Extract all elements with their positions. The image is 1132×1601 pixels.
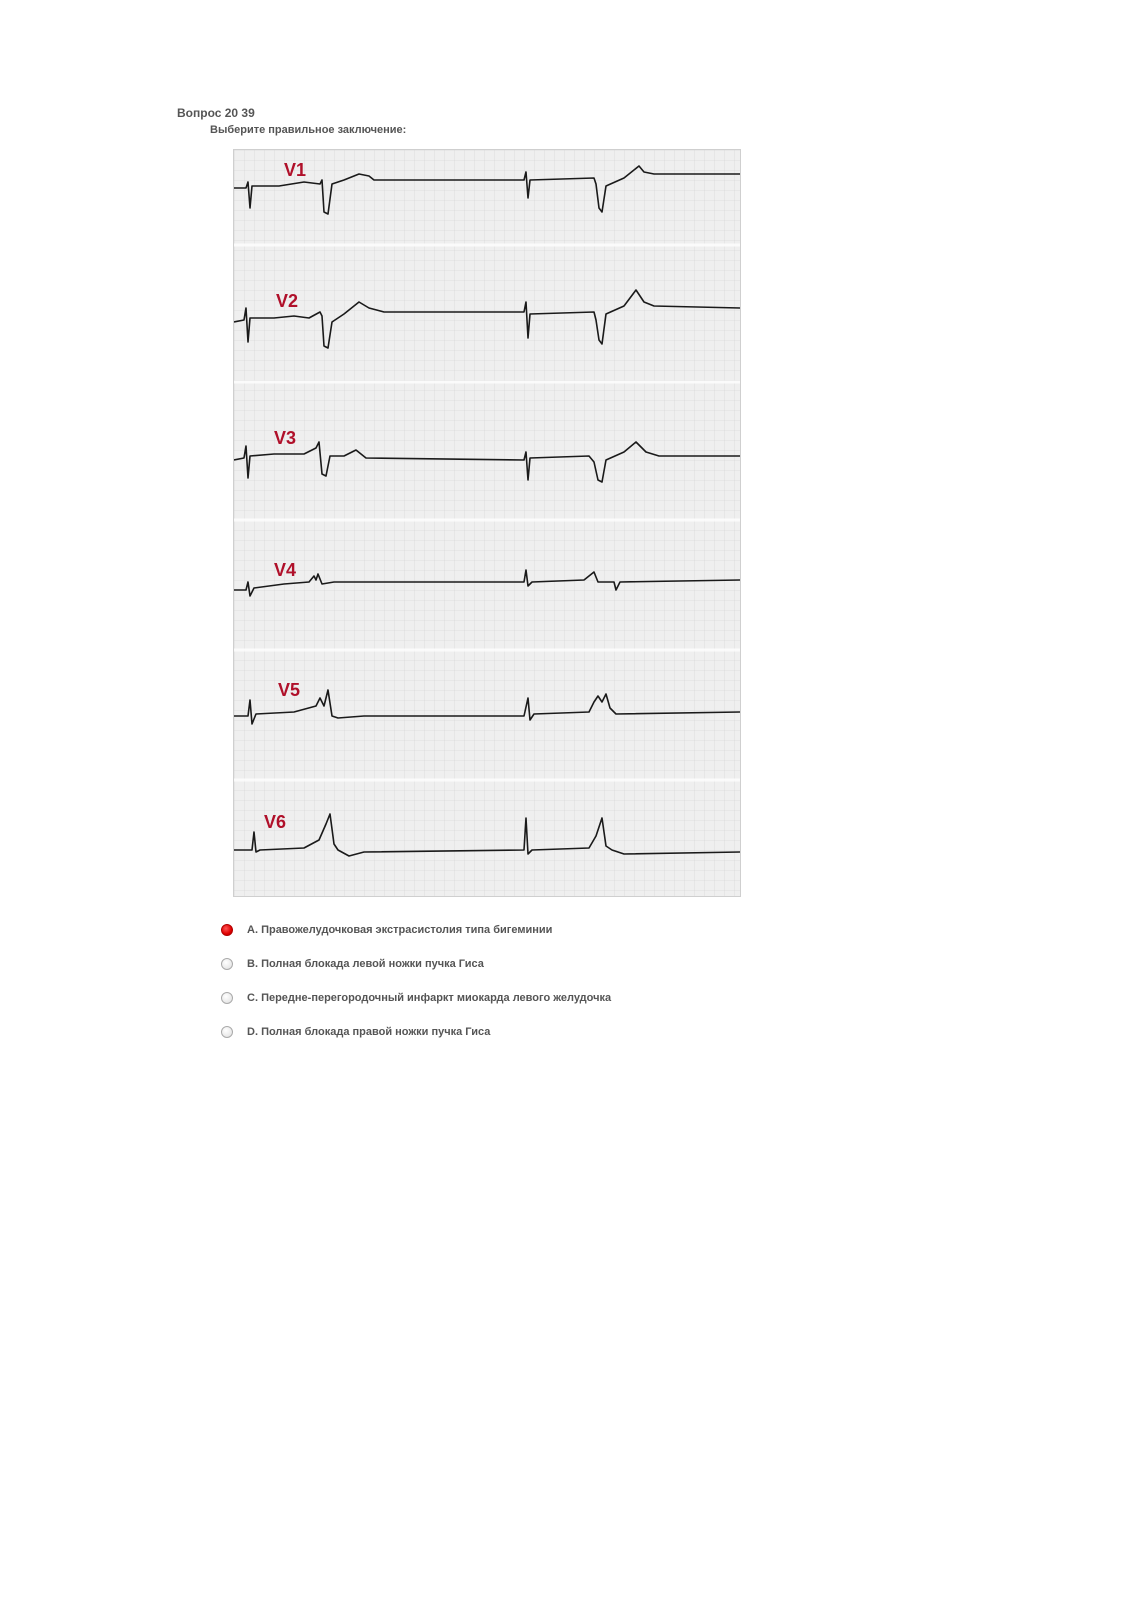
answer-option-d[interactable] — [221, 1015, 611, 1049]
lead-label-v3: V3 — [274, 428, 297, 448]
answer-letter-c: C. — [247, 992, 258, 1004]
answer-letter-b: B. — [247, 958, 258, 970]
radio-icon[interactable] — [221, 992, 233, 1004]
lead-label-v1: V1 — [284, 160, 307, 180]
radio-icon[interactable] — [221, 958, 233, 970]
answer-label-d — [247, 1026, 490, 1038]
radio-selected-icon[interactable] — [221, 924, 233, 936]
answer-label-a — [247, 924, 552, 936]
answer-text-c: Передне-перегородочный инфаркт миокарда левого желудочка — [261, 992, 612, 1004]
lead-label-v4: V4 — [274, 560, 297, 580]
question-title: Вопрос 20 39 — [177, 106, 255, 120]
answer-option-c[interactable] — [221, 981, 611, 1015]
answer-label-c — [247, 992, 611, 1004]
answer-letter-a: A. — [247, 924, 258, 936]
answer-letter-d: D. — [247, 1026, 258, 1038]
question-prompt: Выберите правильное заключение: — [210, 124, 407, 136]
radio-icon[interactable] — [221, 1026, 233, 1038]
answer-options — [221, 913, 611, 1049]
answer-label-b — [247, 958, 484, 970]
lead-label-v5: V5 — [278, 680, 301, 700]
answer-option-a[interactable] — [221, 913, 611, 947]
answer-text-d: Полная блокада правой ножки пучка Гиса — [261, 1026, 491, 1038]
lead-label-v6: V6 — [264, 812, 287, 832]
lead-label-v2: V2 — [276, 291, 299, 311]
answer-text-a: Правожелудочковая экстрасистолия типа бигеминии — [261, 924, 553, 936]
answer-option-b[interactable] — [221, 947, 611, 981]
ecg-image — [233, 149, 741, 897]
answer-text-b: Полная блокада левой ножки пучка Гиса — [261, 958, 484, 970]
